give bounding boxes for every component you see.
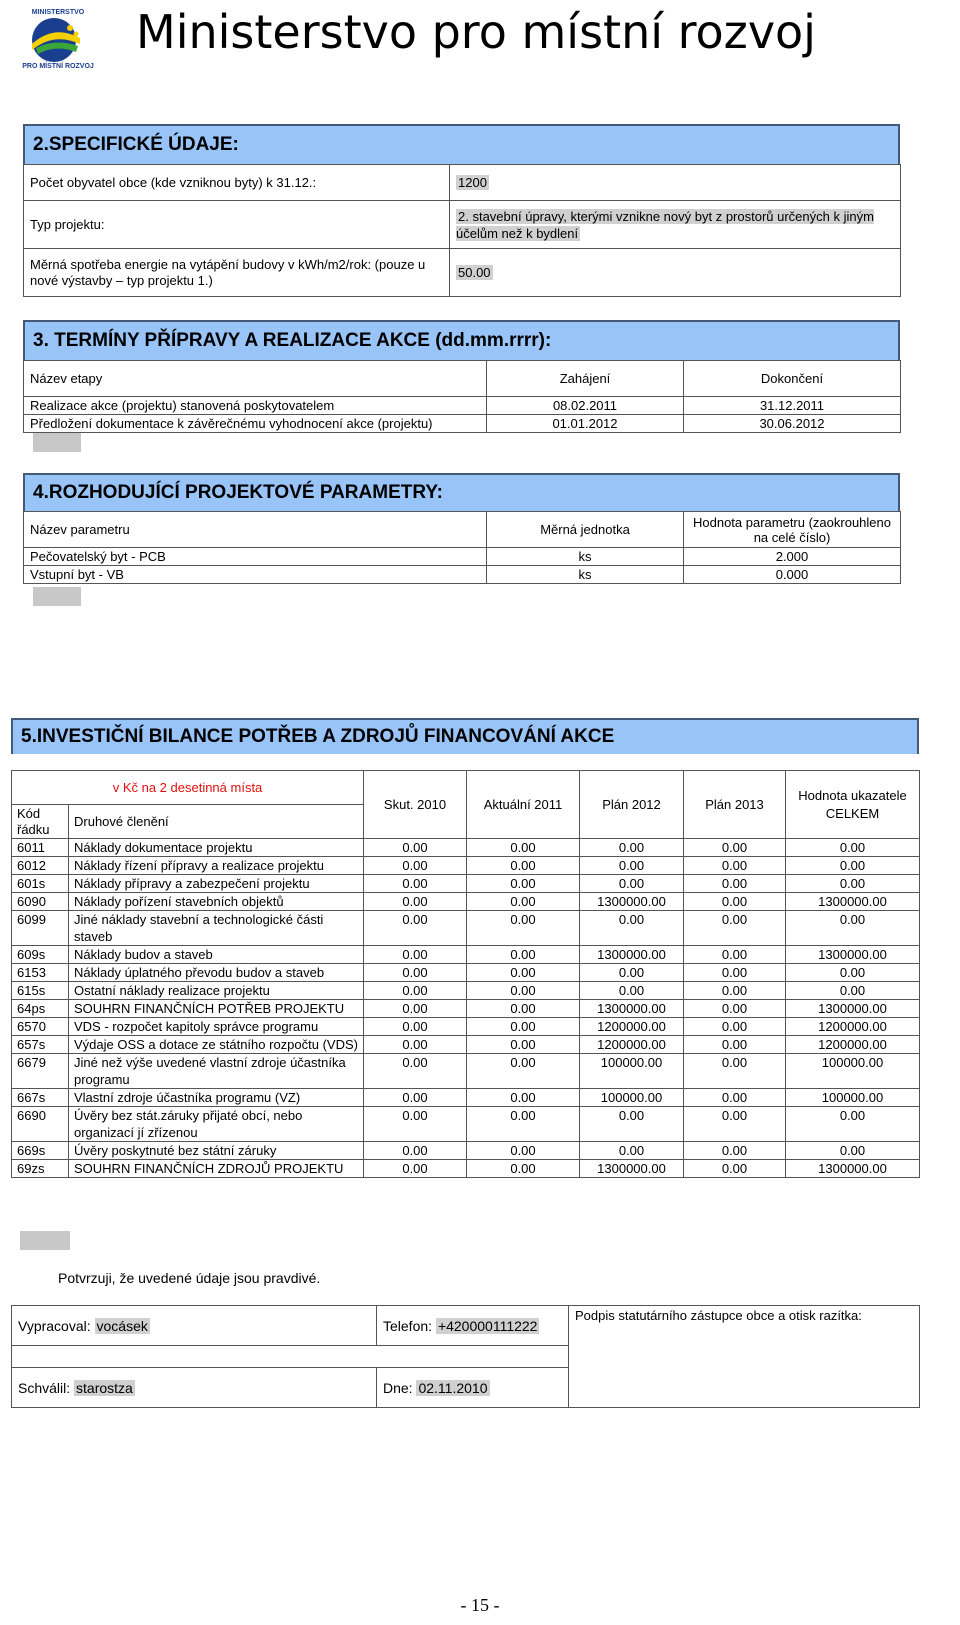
row-value: 0.00 [364,1142,467,1160]
row-value: 0.00 [684,1142,786,1160]
row-value: 0.00 [467,964,580,982]
row-value: 0.00 [364,982,467,1000]
date-value: 02.11.2010 [418,1379,488,1396]
gray-placeholder [20,1231,70,1250]
row-code: 69zs [12,1160,69,1178]
row-label: VDS - rozpočet kapitoly správce programu [69,1018,364,1036]
row-value: 0.00 [467,1036,580,1054]
row-value: 0.00 [467,1000,580,1018]
row-value: 0.00 [467,893,580,911]
row-value: 0.00 [467,839,580,857]
population-value: 1200 [458,175,487,190]
section2-table [23,164,901,297]
row-value: 0.00 [364,1018,467,1036]
row-value: 0.00 [364,946,467,964]
row-value: 1300000.00 [580,1000,684,1018]
table-header-row [24,361,901,397]
row-value: 0.00 [684,964,786,982]
column-header: Zahájení [487,361,684,397]
row-value: 0.00 [786,911,920,946]
row-label: Výdaje OSS a dotace ze státního rozpočtu (VDS) [69,1036,364,1054]
table-row [12,911,920,946]
row-label: Náklady dokumentace projektu [69,839,364,857]
table-row [12,1107,920,1142]
row-label: Vlastní zdroje účastníka programu (VZ) [69,1089,364,1107]
row-value: 0.00 [364,893,467,911]
section3-table [23,360,901,433]
row-value: 0.00 [364,911,467,946]
row-code: 6099 [12,911,69,946]
row-value: 0.00 [786,857,920,875]
table-row: Pečovatelský byt - PCB ks 2.000 [24,548,901,566]
row-value: 0.00 [467,982,580,1000]
row-value: 0.00 [467,1054,580,1089]
row-code: 6690 [12,1107,69,1142]
table-row [12,946,920,964]
row-code: 669s [12,1142,69,1160]
row-value: 0.00 [580,911,684,946]
row-value: 0.00 [364,1160,467,1178]
table-row [12,1018,920,1036]
row-value: 0.00 [786,1107,920,1142]
gray-placeholder [33,433,81,452]
phone-value: +420000111222 [437,1317,538,1334]
row-value: 0.00 [467,875,580,893]
row-value: 1200000.00 [580,1036,684,1054]
page-number: - 15 - [460,1595,500,1615]
row-value: 0.00 [467,1160,580,1178]
row-value: 0.00 [580,964,684,982]
row-value: 0.00 [467,1018,580,1036]
row-value: 0.00 [467,857,580,875]
row-value: 0.00 [786,964,920,982]
section4-table [23,511,901,584]
row-value: 1300000.00 [580,1160,684,1178]
row-label: Náklady úplatného převodu budov a staveb [69,964,364,982]
row-value: 0.00 [364,839,467,857]
row-label: Měrná spotřeba energie na vytápění budovy v kWh/m2/rok: (pouze u nové výstavby – typ projektu 1.) [24,249,450,297]
row-value: 100000.00 [786,1089,920,1107]
row-value: 0.00 [580,982,684,1000]
row-value: 0.00 [786,839,920,857]
row-value: 0.00 [364,1107,467,1142]
row-value: 1300000.00 [580,893,684,911]
table-header-row [12,771,920,805]
row-value: 0.00 [786,1142,920,1160]
row-value: 0.00 [467,1142,580,1160]
row-value: 0.00 [580,857,684,875]
row-value: 1300000.00 [786,893,920,911]
row-code: 609s [12,946,69,964]
table-row: Předložení dokumentace k závěrečnému vyhodnocení akce (projektu) 01.01.2012 30.06.2012 [24,415,901,433]
row-code: 6090 [12,893,69,911]
row-code: 6570 [12,1018,69,1036]
table-row [12,1142,920,1160]
table-row [12,1000,920,1018]
row-code: 615s [12,982,69,1000]
column-header: Dokončení [684,361,901,397]
table-row [12,964,920,982]
ministry-logo [10,4,106,70]
table-row [12,839,920,857]
signature-table [11,1305,920,1408]
row-value: 0.00 [684,1089,786,1107]
row-code: 6153 [12,964,69,982]
column-header: Kód řádku [12,805,69,839]
column-header: Skut. 2010 [364,771,467,839]
table-row [12,1036,920,1054]
section5-heading: 5.INVESTIČNÍ BILANCE POTŘEB A ZDROJŮ FINANCOVÁNÍ AKCE [11,718,919,754]
row-code: 64ps [12,1000,69,1018]
table-row: Vypracoval: vocásek Telefon: +420000111222 Podpis statutárního zástupce obce a otisk razítka: [12,1306,920,1346]
row-code: 6679 [12,1054,69,1089]
row-code: 667s [12,1089,69,1107]
row-label: SOUHRN FINANČNÍCH ZDROJŮ PROJEKTU [69,1160,364,1178]
row-value: 0.00 [684,1018,786,1036]
row-value: 0.00 [684,1000,786,1018]
row-value: 1300000.00 [786,1000,920,1018]
row-value: 0.00 [467,1107,580,1142]
column-header: Název parametru [24,512,487,548]
row-value: 0.00 [580,875,684,893]
row-value: 1200000.00 [786,1036,920,1054]
svg-text:MINISTERSTVO: MINISTERSTVO [31,9,85,16]
column-header: Hodnota parametru (zaokrouhleno na celé číslo) [684,512,901,548]
table-row: Schválil: starostza Dne: 02.11.2010 [12,1368,920,1408]
column-header: Druhové členění [69,805,364,839]
table-row [12,857,920,875]
row-value: 0.00 [684,1036,786,1054]
row-value: 0.00 [364,1036,467,1054]
table-row [12,1089,920,1107]
row-value: 100000.00 [786,1054,920,1089]
row-value: 1300000.00 [580,946,684,964]
row-label: Úvěry bez stát.záruky přijaté obcí, nebo organizací jí zřízenou [69,1107,364,1142]
row-label: Jiné náklady stavební a technologické části staveb [69,911,364,946]
prepared-by-value: vocásek [96,1317,148,1334]
table-row: Vstupní byt - VB ks 0.000 [24,566,901,584]
column-header: Plán 2012 [580,771,684,839]
unit-note: v Kč na 2 desetinná místa [12,771,364,805]
row-label: SOUHRN FINANČNÍCH POTŘEB PROJEKTU [69,1000,364,1018]
table-row [12,893,920,911]
row-value: 0.00 [684,875,786,893]
section4-heading: 4.ROZHODUJÍCÍ PROJEKTOVÉ PARAMETRY: [23,473,900,511]
row-value: 0.00 [684,1160,786,1178]
row-code: 657s [12,1036,69,1054]
gray-placeholder [33,587,81,606]
row-code: 601s [12,875,69,893]
row-value: 0.00 [364,857,467,875]
row-label: Jiné než výše uvedené vlastní zdroje účastníka programu [69,1054,364,1089]
table-row [24,249,901,297]
column-header: Název etapy [24,361,487,397]
row-value: 0.00 [364,964,467,982]
row-value: 1200000.00 [786,1018,920,1036]
page-title: Ministerstvo pro místní rozvoj [136,5,816,59]
row-value: 0.00 [364,1054,467,1089]
table-header-row [24,512,901,548]
row-value: 0.00 [580,1107,684,1142]
project-type-value: 2. stavební úpravy, kterými vznikne nový byt z prostorů určených k jiným účelům než k bydlení [456,208,874,241]
row-value: 0.00 [684,857,786,875]
row-code: 6012 [12,857,69,875]
section3-heading: 3. TERMÍNY PŘÍPRAVY A REALIZACE AKCE (dd.mm.rrrr): [23,320,900,360]
table-row [12,982,920,1000]
row-label: Náklady pořízení stavebních objektů [69,893,364,911]
row-value: 1200000.00 [580,1018,684,1036]
confirmation-text: Potvrzuji, že uvedené údaje jsou pravdivé. [58,1270,321,1286]
row-value: 0.00 [684,893,786,911]
row-value: 0.00 [684,982,786,1000]
row-label: Náklady budov a staveb [69,946,364,964]
approved-by-value: starostza [76,1379,133,1396]
row-value: 1300000.00 [786,1160,920,1178]
table-row: Realizace akce (projektu) stanovená poskytovatelem 08.02.2011 31.12.2011 [24,397,901,415]
row-value: 100000.00 [580,1054,684,1089]
row-value: 0.00 [580,839,684,857]
row-label: Náklady přípravy a zabezpečení projektu [69,875,364,893]
row-value: 0.00 [467,1089,580,1107]
table-row [24,201,901,249]
row-label: Typ projektu: [24,201,450,249]
row-value: 0.00 [364,1089,467,1107]
row-value: 0.00 [684,946,786,964]
row-value: 100000.00 [580,1089,684,1107]
section2-heading: 2.SPECIFICKÉ ÚDAJE: [23,124,900,164]
row-value: 1300000.00 [786,946,920,964]
section5-body [12,839,920,1178]
row-value: 0.00 [467,946,580,964]
row-label: Počet obyvatel obce (kde vzniknou byty) k 31.12.: [24,165,450,201]
row-label: Náklady řízení přípravy a realizace projektu [69,857,364,875]
signature-box: Podpis statutárního zástupce obce a otisk razítka: [569,1306,920,1408]
row-value: 0.00 [467,911,580,946]
column-header: Aktuální 2011 [467,771,580,839]
table-row [12,1160,920,1178]
column-header: Plán 2013 [684,771,786,839]
row-value: 0.00 [684,1054,786,1089]
energy-value: 50.00 [458,265,491,280]
svg-text:PRO MÍSTNÍ ROZVOJ: PRO MÍSTNÍ ROZVOJ [22,63,94,70]
row-label: Úvěry poskytnuté bez státní záruky [69,1142,364,1160]
row-value: 0.00 [684,911,786,946]
row-value: 0.00 [786,982,920,1000]
table-row [24,165,901,201]
row-value: 0.00 [580,1142,684,1160]
column-header: Hodnota ukazatele CELKEM [786,771,920,839]
row-value: 0.00 [684,1107,786,1142]
table-row [12,1054,920,1089]
row-value: 0.00 [364,875,467,893]
row-value: 0.00 [364,1000,467,1018]
table-row [12,875,920,893]
section5-table [11,770,920,1178]
row-value: 0.00 [786,875,920,893]
row-value: 0.00 [684,839,786,857]
row-code: 6011 [12,839,69,857]
column-header: Měrná jednotka [487,512,684,548]
row-label: Ostatní náklady realizace projektu [69,982,364,1000]
